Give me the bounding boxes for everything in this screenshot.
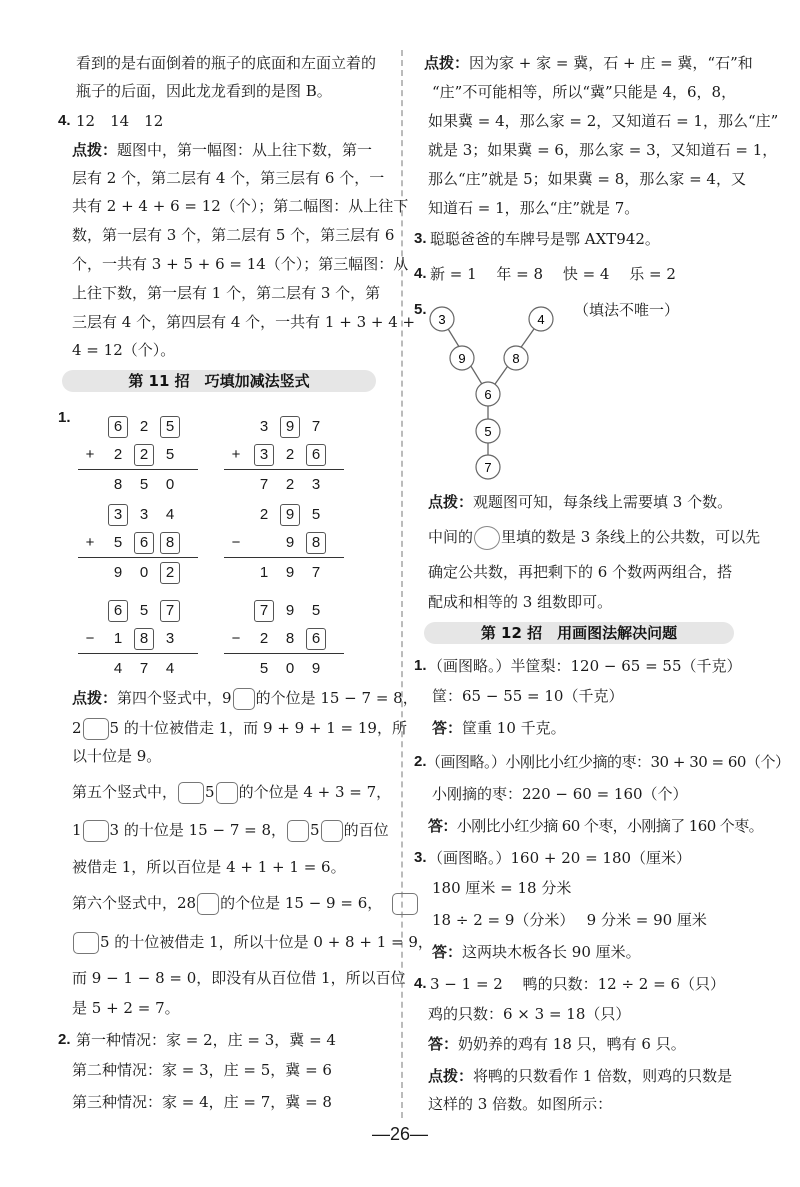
filled-box-digit: 5 (160, 416, 180, 438)
tip-paragraph: 点拨：第四个竖式中，9 的个位是 15 − 7 = 8， (72, 688, 418, 710)
tip-text: 三层有 4 个，第四层有 4 个，一共有 1 + 3 + 4 + (72, 313, 416, 331)
digit: 7 (139, 660, 149, 677)
question-number: 1. (58, 409, 71, 426)
tip-text: 如果冀 = 4，那么家 = 2，又知道石 = 1，那么“庄” (428, 112, 779, 130)
tip-text: 配成和相等的 3 组数即可。 (428, 593, 613, 611)
answer-label: 答： (428, 1035, 459, 1053)
tip-text: 就是 3；如果冀 = 6，那么家 = 3，又知道石 = 1， (428, 141, 778, 159)
digit: 0 (165, 476, 175, 493)
minus-sign: − (231, 630, 241, 647)
blank-box (83, 718, 109, 740)
svg-text:7: 7 (484, 460, 492, 475)
plus-sign: + (85, 534, 95, 551)
tip-label: 点拨： (72, 141, 118, 159)
minus-sign: − (85, 630, 95, 647)
tree-node (529, 307, 553, 331)
answer-text: 聪聪爸爸的车牌号是鄂 AXT942。 (430, 230, 660, 248)
answer-label: 答： (432, 719, 463, 737)
digit: 2 (139, 418, 149, 435)
digit: 7 (259, 476, 269, 493)
filled-box-digit: 8 (134, 628, 154, 650)
tip-paragraph: 点拨：将鸭的只数看作 1 倍数，则鸡的只数是 (428, 1067, 733, 1085)
tip-paragraph: 点拨：观题图可知，每条线上需要填 3 个数。 (428, 493, 733, 511)
tip-text: “庄”不可能相等，所以“冀”只能是 4，6，8， (432, 83, 737, 101)
question-number: 4. (414, 975, 427, 992)
answer-text: 第三种情况：家 = 4，庄 = 7，冀 = 8 (72, 1093, 332, 1111)
blank-box (392, 893, 418, 915)
answer-text: （画图略。）半筐梨：120 − 65 = 55（千克） (428, 657, 742, 675)
answer-line: 答：筐重 10 千克。 (432, 719, 566, 737)
sum-line (224, 469, 344, 470)
tip-text: 这样的 3 倍数。如图所示： (428, 1095, 613, 1113)
plus-sign: + (85, 446, 95, 463)
tip-label: 点拨： (424, 54, 470, 72)
blank-box (216, 782, 238, 804)
digit: 3 (139, 506, 149, 523)
filled-box-digit: 7 (254, 600, 274, 622)
tip-text: 2 5 的十位被借走 1，而 9 + 9 + 1 = 19，所 (72, 718, 407, 740)
sum-line (224, 557, 344, 558)
blank-circle (474, 526, 500, 550)
tip-text: 是 5 + 2 = 7。 (72, 999, 180, 1017)
filled-box-digit: 2 (160, 562, 180, 584)
blank-box (73, 932, 99, 954)
filled-box-digit: 6 (108, 416, 128, 438)
tree-node (476, 382, 500, 406)
answer-text: 第一种情况：家 = 2，庄 = 3，冀 = 4 (76, 1031, 336, 1049)
tip-text: 4 = 12（个）。 (72, 341, 176, 359)
digit: 5 (165, 446, 175, 463)
blank-box (178, 782, 204, 804)
svg-text:4: 4 (537, 312, 545, 327)
tip-text: 数，第一层有 3 个，第二层有 5 个，第三层有 6 (72, 226, 395, 244)
tip-paragraph: 点拨：因为家 + 家 = 冀，石 + 庄 = 冀，“石”和 (424, 54, 753, 72)
filled-box-digit: 3 (108, 504, 128, 526)
blank-box (197, 893, 219, 915)
digit: 4 (113, 660, 123, 677)
tip-paragraph (72, 140, 372, 160)
tree-node (430, 307, 454, 331)
svg-text:8: 8 (512, 351, 520, 366)
digit: 2 (259, 630, 269, 647)
tip-text: 第五个竖式中， 5 的个位是 4 + 3 = 7， (72, 782, 391, 804)
digit: 0 (285, 660, 295, 677)
blank-box (83, 820, 109, 842)
answer-text: 小刚摘的枣：220 − 60 = 160（个） (432, 785, 688, 803)
filled-box-digit: 6 (306, 444, 326, 466)
tip-text: 以十位是 9。 (72, 747, 162, 765)
filled-box-digit: 9 (280, 504, 300, 526)
plus-sign: + (231, 446, 241, 463)
sum-line (78, 653, 198, 654)
tree-node (476, 419, 500, 443)
digit: 5 (311, 602, 321, 619)
left-text: 瓶子的后面，因此龙龙看到的是图 B。 (76, 82, 332, 100)
digit: 1 (113, 630, 123, 647)
filled-box-digit: 6 (108, 600, 128, 622)
digit: 0 (139, 564, 149, 581)
blank-box (287, 820, 309, 842)
answer-text: 18 ÷ 2 = 9（分米） 9 分米 = 90 厘米 (432, 911, 707, 929)
tip-text: 确定公共数，再把剩下的 6 个数两两组合，搭 (428, 563, 733, 581)
digit: 2 (113, 446, 123, 463)
tip-text: 中间的 里填的数是 3 条线上的公共数，可以先 (428, 526, 760, 550)
filled-box-digit: 2 (134, 444, 154, 466)
digit: 9 (285, 564, 295, 581)
digit: 2 (259, 506, 269, 523)
digit (254, 532, 274, 554)
digit: 3 (165, 630, 175, 647)
answer-label: 答： (432, 943, 463, 961)
digit: 9 (285, 602, 295, 619)
digit: 8 (285, 630, 295, 647)
filled-box-digit: 6 (306, 628, 326, 650)
section-banner-12: 第 12 招 用画图法解决问题 (424, 622, 734, 644)
tree-node (476, 455, 500, 479)
minus-sign: − (231, 534, 241, 551)
digit: 5 (113, 534, 123, 551)
tip-text: 共有 2 + 4 + 6 = 12（个）；第二幅图：从上往下 (72, 197, 409, 215)
tip-text: 层有 2 个，第二层有 4 个，第三层有 6 个，一 (72, 169, 385, 187)
answer-label: 答： (428, 817, 457, 835)
answer-line: 答：奶奶养的鸡有 18 只，鸭有 6 只。 (428, 1035, 686, 1053)
answer-text: 12 14 12 (76, 112, 164, 130)
tree-node (450, 346, 474, 370)
answer-line: 答：小刚比小红少摘 60 个枣，小刚摘了 160 个枣。 (428, 817, 764, 835)
digit: 5 (259, 660, 269, 677)
tip-text: 被借走 1，所以百位是 4 + 1 + 1 = 6。 (72, 858, 346, 876)
digit: 8 (113, 476, 123, 493)
svg-text:6: 6 (484, 387, 492, 402)
tip-text: 1 3 的十位是 15 − 7 = 8， 5 的百位 (72, 820, 389, 842)
filled-box-digit: 3 (254, 444, 274, 466)
digit: 9 (311, 660, 321, 677)
blank-box (233, 688, 255, 710)
digit: 3 (311, 476, 321, 493)
digit: 2 (285, 476, 295, 493)
answer-text: 180 厘米 = 18 分米 (432, 879, 572, 897)
answer-text: （画图略。）小刚比小红少摘的枣：30 + 30 = 60（个） (426, 753, 790, 771)
digit: 5 (311, 506, 321, 523)
number-tree-diagram (420, 300, 580, 490)
filled-box-digit: 8 (160, 532, 180, 554)
question-number: 1. (414, 657, 427, 674)
digit: 7 (311, 418, 321, 435)
tip-text: 第六个竖式中，28 的个位是 15 − 9 = 6， (72, 893, 419, 915)
svg-text:3: 3 (438, 312, 446, 327)
tip-label: 点拨： (428, 493, 474, 511)
digit: 9 (113, 564, 123, 581)
sum-line (78, 557, 198, 558)
svg-text:9: 9 (458, 351, 466, 366)
filled-box-digit: 7 (160, 600, 180, 622)
section-banner-11: 第 11 招 巧填加减法竖式 (62, 370, 376, 392)
question-number: 5. (414, 301, 427, 318)
digit: 3 (259, 418, 269, 435)
question-number: 3. (414, 849, 427, 866)
question-number: 4. (414, 265, 427, 282)
tip-label: 点拨： (72, 689, 118, 707)
answer-text: （画图略。）160 + 20 = 180（厘米） (428, 849, 692, 867)
answer-text: 3 − 1 = 2 鸭的只数：12 ÷ 2 = 6（只） (430, 975, 725, 993)
digit: 4 (165, 506, 175, 523)
question-number: 4. (58, 112, 71, 129)
tip-text: 知道石 = 1，那么“庄”就是 7。 (428, 199, 640, 217)
digit: 9 (285, 534, 295, 551)
answer-text: 鸡的只数：6 × 3 = 18（只） (428, 1005, 631, 1023)
sum-line (224, 653, 344, 654)
tip-text: 题图中，第一幅图：从上往下数，第一 (117, 141, 373, 159)
tree-node (504, 346, 528, 370)
svg-text:5: 5 (484, 424, 492, 439)
digit: 2 (285, 446, 295, 463)
tip-text: 5 的十位被借走 1，所以十位是 0 + 8 + 1 = 9， (72, 932, 433, 954)
filled-box-digit: 6 (134, 532, 154, 554)
blank-box (321, 820, 343, 842)
tip-text: 个，一共有 3 + 5 + 6 = 14（个）；第三幅图：从 (72, 255, 409, 273)
note-text: （填法不唯一） (574, 301, 680, 319)
question-number: 2. (414, 753, 427, 770)
question-number: 3. (414, 230, 427, 247)
filled-box-digit: 8 (306, 532, 326, 554)
sum-line (78, 469, 198, 470)
tip-text: 那么“庄”就是 5；如果冀 = 8，那么家 = 4，又 (428, 170, 746, 188)
answer-text: 新 = 1 年 = 8 快 = 4 乐 = 2 (430, 265, 676, 283)
left-text: 看到的是右面倒着的瓶子的底面和左面立着的 (76, 54, 377, 72)
tip-label: 点拨： (428, 1067, 474, 1085)
tip-text: 而 9 − 1 − 8 = 0，即没有从百位借 1，所以百位 (72, 969, 406, 987)
digit: 1 (259, 564, 269, 581)
answer-text: 筐：65 − 55 = 10（千克） (432, 687, 624, 705)
page-number: —26— (371, 1124, 429, 1144)
answer-text: 第二种情况：家 = 3，庄 = 5，冀 = 6 (72, 1061, 332, 1079)
digit: 4 (165, 660, 175, 677)
digit: 5 (139, 602, 149, 619)
digit: 7 (311, 564, 321, 581)
tip-text: 上往下数，第一层有 1 个，第二层有 3 个，第 (72, 284, 381, 302)
digit: 5 (139, 476, 149, 493)
question-number: 2. (58, 1031, 71, 1048)
answer-line: 答：这两块木板各长 90 厘米。 (432, 943, 641, 961)
filled-box-digit: 9 (280, 416, 300, 438)
